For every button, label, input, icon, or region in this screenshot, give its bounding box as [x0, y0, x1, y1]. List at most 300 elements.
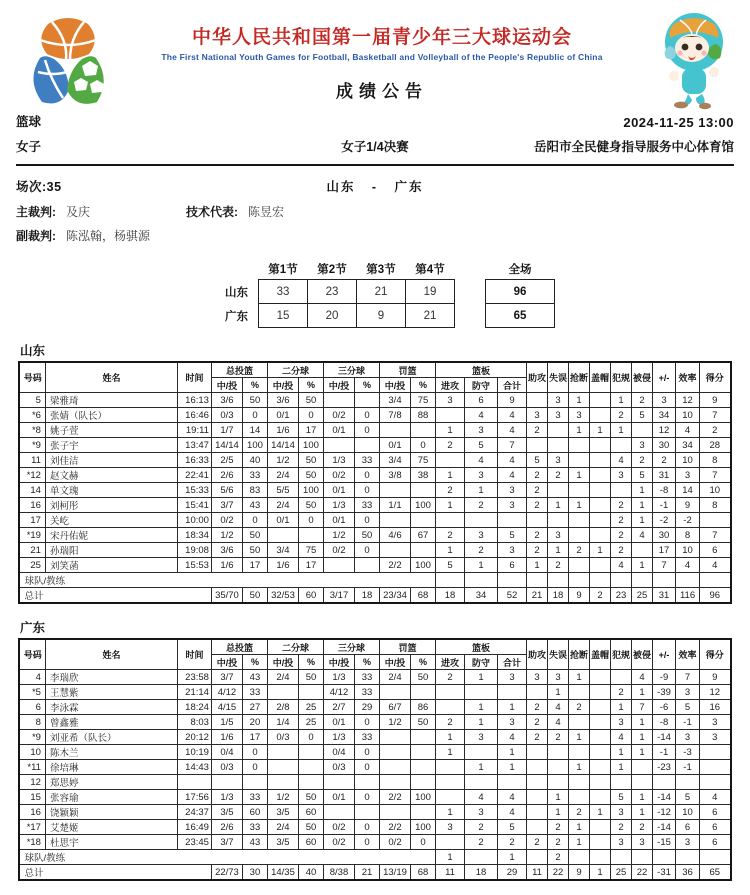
stat-cell: 3: [548, 528, 569, 543]
stat-cell: -1: [676, 715, 700, 730]
stat-cell: 50: [242, 528, 267, 543]
stat-cell: 33: [354, 498, 379, 513]
stat-cell: 1: [527, 558, 548, 573]
stat-cell: [298, 745, 323, 760]
stat-cell: 0/3: [267, 730, 298, 745]
tech-rep-name: 陈昱宏: [248, 205, 285, 219]
stat-cell: 3: [465, 468, 498, 483]
stat-cell: [527, 790, 548, 805]
player-name: 张婧（队长）: [45, 408, 177, 423]
stat-cell: [411, 730, 436, 745]
stat-cell: 1/7: [211, 423, 242, 438]
stat-cell: 3: [632, 438, 653, 453]
tech-rep-label: 技术代表:: [186, 205, 239, 219]
stat-cell: [590, 468, 611, 483]
stat-cell: 1/2: [380, 715, 411, 730]
stat-cell: 2/6: [211, 820, 242, 835]
player-row: [19, 438, 730, 453]
stat-cell: 2/5: [211, 453, 242, 468]
stat-cell: 1: [569, 498, 590, 513]
stat-cell: [411, 685, 436, 700]
stat-cell: [267, 775, 298, 790]
stat-cell: 1: [548, 805, 569, 820]
score-cell: 19: [406, 280, 455, 304]
stat-cell: 1/2: [267, 790, 298, 805]
stat-cell: [436, 760, 465, 775]
stat-cell: 1: [590, 423, 611, 438]
home-total-score: 96: [486, 280, 555, 304]
play-time: 16:13: [177, 393, 211, 408]
play-time: 10:19: [177, 745, 211, 760]
home-team: 山东: [326, 180, 356, 194]
stat-cell: [590, 498, 611, 513]
team-coach-label: 球队/教练: [19, 850, 435, 865]
stat-cell: 1: [465, 483, 498, 498]
stat-cell: [590, 775, 611, 790]
play-time: 24:37: [177, 805, 211, 820]
stat-cell: 0: [354, 835, 379, 850]
player-row: [19, 543, 730, 558]
stat-cell: 4: [498, 730, 527, 745]
stat-cell: 1/3: [323, 670, 354, 685]
stat-cell: [498, 685, 527, 700]
col-off-reb: 进攻: [436, 378, 465, 393]
stat-cell: 1: [436, 730, 465, 745]
stat-cell: [590, 790, 611, 805]
stat-cell: 0/2: [323, 468, 354, 483]
stat-cell: [548, 438, 569, 453]
stat-cell: [590, 745, 611, 760]
stat-cell: 1: [569, 820, 590, 835]
q2-header: 第2节: [317, 263, 347, 276]
stat-cell: 0/4: [323, 745, 354, 760]
stat-cell: 3: [498, 670, 527, 685]
meta-block: [0, 112, 750, 155]
stat-cell: 3: [498, 543, 527, 558]
total-stat-cell: 36: [676, 865, 700, 881]
stat-cell: 3: [548, 393, 569, 408]
stat-cell: 4: [700, 790, 731, 805]
stat-cell: 4: [611, 558, 632, 573]
stat-cell: 1/3: [323, 453, 354, 468]
stat-cell: [465, 513, 498, 528]
stat-cell: 83: [242, 483, 267, 498]
mascot: [646, 10, 738, 110]
stat-cell: 2/4: [267, 670, 298, 685]
stat-cell: 75: [411, 453, 436, 468]
stat-cell: 3: [653, 393, 676, 408]
stat-cell: 7: [700, 468, 731, 483]
stat-cell: 1/2: [267, 453, 298, 468]
player-row: [19, 790, 730, 805]
stat-cell: [354, 438, 379, 453]
col-plusminus: +/-: [653, 639, 676, 670]
stat-cell: 1: [436, 805, 465, 820]
stat-cell: [527, 820, 548, 835]
stat-cell: 0/2: [323, 408, 354, 423]
stat-cell: [590, 528, 611, 543]
stat-cell: 3: [611, 468, 632, 483]
stat-cell: 17: [242, 730, 267, 745]
stat-cell: 0/4: [211, 745, 242, 760]
stat-cell: 1: [569, 423, 590, 438]
stat-cell: 1: [632, 483, 653, 498]
totals-row: [19, 588, 730, 604]
stat-cell: 6: [498, 558, 527, 573]
col-time: 时间: [177, 639, 211, 670]
col-turnovers: 失误: [548, 362, 569, 393]
stat-cell: [569, 790, 590, 805]
team-coach-label: 球队/教练: [19, 573, 435, 588]
stat-cell: 1: [436, 850, 465, 865]
stat-cell: 0: [354, 745, 379, 760]
stat-cell: [590, 685, 611, 700]
play-time: 8:03: [177, 715, 211, 730]
stat-cell: [323, 775, 354, 790]
total-stat-cell: 68: [411, 588, 436, 604]
stat-cell: -3: [676, 745, 700, 760]
stat-cell: 1: [569, 393, 590, 408]
stat-cell: 1/2: [323, 528, 354, 543]
total-stat-cell: 68: [411, 865, 436, 881]
stat-cell: 3: [465, 528, 498, 543]
player-row: [19, 558, 730, 573]
stat-cell: 50: [411, 670, 436, 685]
stat-cell: 3: [676, 468, 700, 483]
away-quarter-row: [195, 304, 555, 328]
col-points: 得分: [700, 362, 731, 393]
stat-cell: [436, 408, 465, 423]
stat-cell: 4: [498, 468, 527, 483]
stat-cell: [548, 423, 569, 438]
stat-cell: 7/8: [380, 408, 411, 423]
player-number: 10: [19, 745, 45, 760]
stat-cell: [632, 423, 653, 438]
total-stat-cell: 23: [611, 588, 632, 604]
stat-cell: [676, 573, 700, 588]
stat-cell: [569, 573, 590, 588]
stat-cell: 3: [465, 423, 498, 438]
stat-cell: 34: [653, 408, 676, 423]
play-time: [177, 775, 211, 790]
stat-cell: 2: [611, 820, 632, 835]
stat-cell: 50: [298, 820, 323, 835]
home-quarter-row: [195, 280, 555, 304]
stat-cell: -8: [653, 483, 676, 498]
col-steals: 抢断: [569, 639, 590, 670]
stat-cell: 0/1: [323, 423, 354, 438]
stat-cell: 3/7: [211, 835, 242, 850]
away-total-score: 65: [486, 304, 555, 328]
stat-cell: 2: [548, 850, 569, 865]
player-row: [19, 498, 730, 513]
stat-cell: 2: [611, 528, 632, 543]
stat-cell: 5: [527, 453, 548, 468]
stat-cell: 2: [548, 558, 569, 573]
stat-cell: [298, 775, 323, 790]
stat-cell: 25: [298, 715, 323, 730]
stat-cell: [465, 573, 498, 588]
col-plusminus: +/-: [653, 362, 676, 393]
stat-cell: 2/2: [380, 790, 411, 805]
stat-cell: 1/1: [380, 498, 411, 513]
away-team-label: 广东: [225, 310, 248, 323]
gender-label: 女子: [16, 140, 42, 154]
play-time: 23:45: [177, 835, 211, 850]
stat-cell: 3/8: [380, 468, 411, 483]
total-stat-cell: -31: [653, 865, 676, 881]
stat-cell: 17: [653, 543, 676, 558]
stat-cell: [590, 513, 611, 528]
stat-cell: 33: [354, 453, 379, 468]
stat-cell: 3: [527, 408, 548, 423]
total-stat-cell: 2: [590, 588, 611, 604]
col-blocks: 盖帽: [590, 362, 611, 393]
stat-cell: 0: [298, 513, 323, 528]
stat-cell: 1: [436, 468, 465, 483]
stat-cell: [632, 543, 653, 558]
stat-cell: [267, 685, 298, 700]
stat-cell: [411, 760, 436, 775]
stat-cell: 1: [632, 498, 653, 513]
team-name-shandong: 山东: [20, 344, 46, 358]
stat-cell: 0/1: [267, 513, 298, 528]
player-number: *5: [19, 685, 45, 700]
col-made-att: 中/投: [267, 378, 298, 393]
stat-cell: [700, 850, 731, 865]
player-name: 刘笑菡: [45, 558, 177, 573]
col-pct: %: [411, 378, 436, 393]
stat-cell: 3/7: [211, 670, 242, 685]
stat-cell: [411, 745, 436, 760]
score-cell: 20: [308, 304, 357, 328]
stat-cell: [590, 820, 611, 835]
stat-cell: 7: [700, 408, 731, 423]
total-stat-cell: 22: [632, 865, 653, 881]
player-number: 11: [19, 453, 45, 468]
total-stat-cell: 31: [653, 588, 676, 604]
q1-header: 第1节: [268, 263, 298, 276]
stat-cell: 2: [436, 438, 465, 453]
team-name-guangdong: 广东: [20, 621, 46, 635]
stat-cell: 100: [411, 790, 436, 805]
stat-cell: [590, 700, 611, 715]
stat-cell: 3: [436, 393, 465, 408]
col-blocks: 盖帽: [590, 639, 611, 670]
stat-cell: 0: [354, 408, 379, 423]
stat-cell: 34: [676, 438, 700, 453]
stat-cell: 8: [700, 453, 731, 468]
col-made-att: 中/投: [380, 655, 411, 670]
stat-cell: 4: [676, 558, 700, 573]
player-number: 17: [19, 513, 45, 528]
stat-cell: 6/7: [380, 700, 411, 715]
stat-cell: [548, 745, 569, 760]
col-def-reb: 防守: [465, 655, 498, 670]
stat-cell: [590, 760, 611, 775]
stat-cell: [676, 850, 700, 865]
stat-cell: 4: [498, 453, 527, 468]
col-number: 号码: [19, 639, 45, 670]
stat-cell: [590, 835, 611, 850]
stat-cell: 0: [298, 408, 323, 423]
stat-cell: [548, 775, 569, 790]
stat-cell: 0: [354, 790, 379, 805]
stat-cell: [590, 573, 611, 588]
player-number: *9: [19, 730, 45, 745]
stat-cell: 1/6: [267, 558, 298, 573]
player-name: 徐培琳: [45, 760, 177, 775]
stat-cell: 17: [298, 558, 323, 573]
stat-cell: 40: [242, 453, 267, 468]
col-pct: %: [298, 655, 323, 670]
stat-cell: 2: [527, 498, 548, 513]
stat-cell: -2: [653, 513, 676, 528]
player-number: 21: [19, 543, 45, 558]
stat-cell: 0/2: [380, 835, 411, 850]
stat-cell: 1: [498, 760, 527, 775]
col-assists: 助攻: [527, 362, 548, 393]
stat-cell: 4: [548, 715, 569, 730]
stat-cell: [527, 775, 548, 790]
totals-label: 总计: [19, 588, 211, 604]
player-row: [19, 715, 730, 730]
stat-cell: 5: [465, 438, 498, 453]
col-fg: 总投篮: [211, 362, 267, 378]
col-made-att: 中/投: [323, 378, 354, 393]
stat-cell: [548, 760, 569, 775]
stat-cell: [323, 393, 354, 408]
stat-cell: 0/1: [323, 790, 354, 805]
stat-cell: 3/4: [267, 543, 298, 558]
stat-cell: 50: [298, 468, 323, 483]
stat-cell: 0/1: [267, 408, 298, 423]
stat-cell: [436, 513, 465, 528]
stat-cell: [354, 805, 379, 820]
stat-cell: [527, 760, 548, 775]
stat-cell: 9: [700, 393, 731, 408]
stat-cell: [411, 513, 436, 528]
stat-cell: 4: [498, 790, 527, 805]
total-stat-cell: 96: [700, 588, 731, 604]
player-name: 李瑞欣: [45, 670, 177, 685]
stat-cell: 1: [465, 715, 498, 730]
stat-cell: 1: [632, 513, 653, 528]
stat-cell: [632, 775, 653, 790]
stat-cell: [611, 775, 632, 790]
stat-cell: 1: [632, 805, 653, 820]
stat-cell: 29: [354, 700, 379, 715]
col-made-att: 中/投: [211, 655, 242, 670]
stat-cell: [436, 835, 465, 850]
stat-cell: -9: [653, 670, 676, 685]
away-team: 广东: [394, 180, 424, 194]
player-number: 15: [19, 790, 45, 805]
stat-cell: 20: [242, 715, 267, 730]
player-row: [19, 730, 730, 745]
stat-cell: [632, 573, 653, 588]
stat-cell: 0/2: [323, 820, 354, 835]
stat-cell: 7: [498, 438, 527, 453]
stat-cell: 10: [676, 543, 700, 558]
total-stat-cell: 32/53: [267, 588, 298, 604]
stat-cell: 1: [632, 745, 653, 760]
player-number: 16: [19, 498, 45, 513]
score-cell: 15: [259, 304, 308, 328]
stat-cell: 100: [411, 820, 436, 835]
player-row: [19, 820, 730, 835]
stat-cell: 1: [436, 745, 465, 760]
player-name: 孙瑞阳: [45, 543, 177, 558]
stat-cell: 3: [676, 685, 700, 700]
stat-cell: 0: [354, 820, 379, 835]
stat-cell: [436, 790, 465, 805]
score-cell: 21: [357, 280, 406, 304]
stat-cell: 43: [242, 670, 267, 685]
stat-cell: 0: [242, 760, 267, 775]
col-pct: %: [242, 378, 267, 393]
stat-cell: 33: [242, 468, 267, 483]
stat-cell: 3: [548, 453, 569, 468]
stat-cell: 31: [653, 468, 676, 483]
play-time: 22:41: [177, 468, 211, 483]
total-stat-cell: 21: [354, 865, 379, 881]
stat-cell: 2: [632, 453, 653, 468]
stat-cell: 0/1: [323, 513, 354, 528]
col-pct: %: [411, 655, 436, 670]
stat-cell: [411, 483, 436, 498]
stat-cell: 1: [465, 670, 498, 685]
stat-cell: 1/2: [211, 528, 242, 543]
stat-cell: 1: [548, 790, 569, 805]
stat-cell: 1: [548, 685, 569, 700]
stat-cell: 30: [653, 528, 676, 543]
play-time: 10:00: [177, 513, 211, 528]
player-row: [19, 700, 730, 715]
divider-rule: [16, 164, 734, 166]
col-efficiency: 效率: [676, 362, 700, 393]
stat-cell: 4: [465, 453, 498, 468]
stat-cell: 3/7: [211, 498, 242, 513]
player-number: *12: [19, 468, 45, 483]
stat-cell: [323, 558, 354, 573]
stat-cell: 100: [411, 498, 436, 513]
col-def-reb: 防守: [465, 378, 498, 393]
stat-cell: 6: [465, 393, 498, 408]
stat-cell: 2: [436, 528, 465, 543]
score-cell: 23: [308, 280, 357, 304]
stat-cell: 8: [676, 528, 700, 543]
stat-cell: 50: [298, 393, 323, 408]
stat-cell: [653, 573, 676, 588]
stat-cell: [590, 453, 611, 468]
player-name: 姚子萱: [45, 423, 177, 438]
stat-cell: 10: [676, 453, 700, 468]
total-stat-cell: 14/35: [267, 865, 298, 881]
stat-cell: 0/2: [323, 835, 354, 850]
stat-cell: 16: [700, 700, 731, 715]
stat-cell: 2: [465, 820, 498, 835]
stat-cell: [653, 775, 676, 790]
stat-cell: [700, 573, 731, 588]
player-name: 刘亚希（队长）: [45, 730, 177, 745]
game-number: 场次:35: [16, 180, 62, 194]
player-number: *6: [19, 408, 45, 423]
stat-cell: [632, 760, 653, 775]
col-made-att: 中/投: [267, 655, 298, 670]
full-game-header: 全场: [508, 263, 532, 276]
announcement-title: 成绩公告: [336, 82, 428, 101]
